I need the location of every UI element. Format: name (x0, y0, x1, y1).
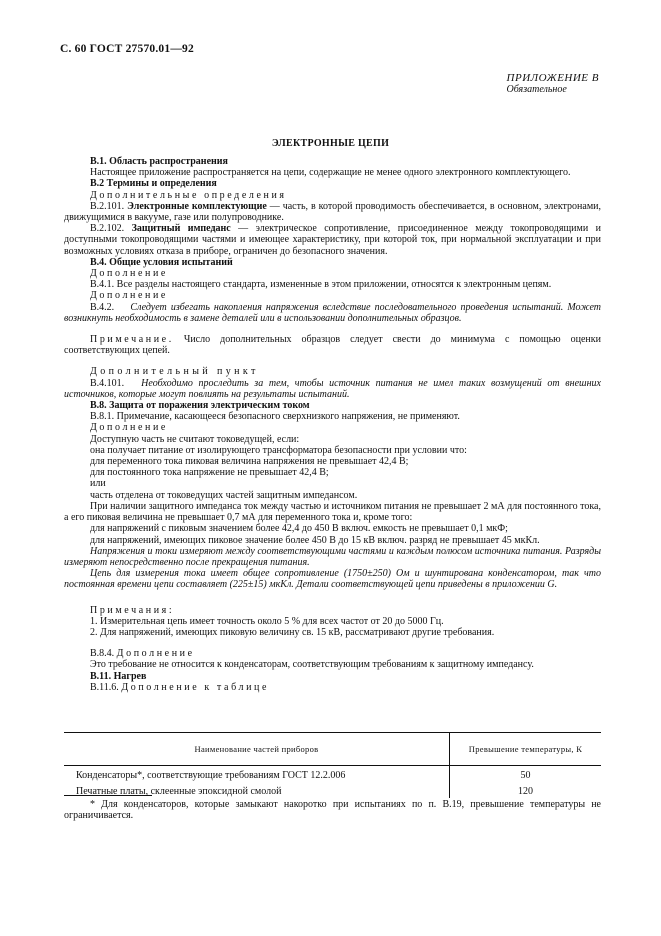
section-heading-b1: В.1. Область распространения (90, 156, 228, 167)
addition-label: Дополнение (90, 290, 168, 302)
paragraph-b1: Настоящее приложение распространяется на цепи, содержащие не менее одного электронного комплектующего. (90, 167, 571, 179)
section-heading-b4: В.4. Общие условия испытаний (90, 256, 233, 268)
paragraph-italic: Цепь для измерения тока имеет общее сопротивление (1750±250) Ом и шунтирована конденсатором, так что постоянная времени цепи составляет (225±15) мкКл. Детали соответствующей цепи приведены в приложении G. (64, 568, 601, 591)
footnote-divider (64, 795, 152, 796)
section-heading-b2: В.2 Термины и определения (90, 178, 217, 190)
document-body (64, 156, 601, 693)
footnote-text: * Для конденсаторов, которые замыкают накоротко при испытаниях по п. В.19, превышение температуры не ограничивается. (64, 799, 601, 822)
paragraph-b8-4 (64, 648, 601, 659)
definition-number: В.2.102. (90, 223, 125, 235)
table-cell-name: Печатные платы, склеенные эпоксидной смолой (64, 782, 450, 798)
note-text: Число дополнительных образцов следует свести до минимума с помощью оценки соответствующих цепей. (64, 334, 601, 357)
paragraph-line: или (90, 478, 106, 490)
appendix-status: Обязательное (506, 84, 567, 95)
addition-label: Дополнение (90, 268, 168, 280)
paragraph-line: часть отделена от токоведущих частей защитным импедансом. (90, 489, 358, 501)
definition-text: — часть, в которой проводимость обеспечивается, в основном, электронами, движущимися в вакууме, газе или полупроводнике. (64, 200, 602, 224)
page-header: С. 60 ГОСТ 27570.01—92 (60, 43, 194, 55)
table-cell-value: 50 (520, 769, 531, 781)
document-title: ЭЛЕКТРОННЫЕ ЦЕПИ (271, 138, 390, 149)
paragraph-text: Следует избегать накопления напряжения вследствие последовательного проведения испытаний. Может возникнуть необходимость в замене деталей или в использовании дополнительных образцов. (64, 301, 601, 324)
definition-text: — электрическое сопротивление, присоединенное между токопроводящими и доступными токопроводящими частями и имеющее характеристику, при которой ток, при нормальной эксплуатации и при возможных условиях отказа в приборе, ограничен до безопасного значения. (64, 223, 601, 257)
appendix-label-block (507, 72, 599, 95)
section-heading-b8: В.8. Защита от поражения электрическим током (90, 400, 310, 412)
paragraph-line: Это требование не относится к конденсаторам, соответствующим требованиям к защитному импедансу. (90, 659, 534, 671)
paragraph-italic: Напряжения и токи измеряют между соответствующими частями и каждым полюсом источника питания. Разряды измеряют непосредственно после прекращения питания. (64, 545, 601, 568)
paragraph-b4-101 (64, 378, 601, 400)
column-header-parts: Наименование частей приборов (64, 733, 450, 766)
table-row (64, 766, 601, 783)
note-item: 2. Для напряжений, имеющих пиковую величину св. 15 кВ, рассматривают другие требования. (90, 626, 495, 638)
definition-term: Электронные комплектующие (127, 200, 267, 212)
section-heading-b11: В.11. Нагрев (90, 670, 147, 682)
paragraph-number: В.8.4. (90, 648, 115, 660)
appendix-label: ПРИЛОЖЕНИЕ В (506, 72, 599, 84)
table-cell-value: 120 (518, 785, 533, 797)
paragraph-number: В.4.2. (90, 301, 115, 313)
addition-label: Дополнение (90, 422, 168, 434)
paragraph-number: В.4.101. (90, 377, 125, 389)
paragraph-text: Необходимо проследить за тем, чтобы источник питания не имел таких возмущений от внешних источников, которые могут повлиять на результаты испытаний. (64, 377, 601, 400)
column-header-temperature: Превышение температуры, К (450, 733, 602, 766)
footnote (64, 799, 601, 821)
note-b4 (64, 334, 601, 356)
addition-label: Дополнение к таблице (121, 681, 270, 693)
definition-number: В.2.101. (90, 200, 125, 212)
paragraph-line: При наличии защитного импеданса ток между частью и источником питания не превышает 2 мА для постоянного тока, а его пиковая величина не превышает 0,7 мА для переменного тока и, кроме того: (64, 500, 601, 524)
notes-label: Примечания: (90, 604, 175, 616)
note-item: 1. Измерительная цепь имеет точность около 5 % для всех частот от 20 до 5000 Гц. (90, 615, 444, 627)
paragraph-b4-1: В.4.1. Все разделы настоящего стандарта, измененные в этом приложении, относятся к электронным цепям. (90, 279, 552, 291)
paragraph-b11-6 (64, 682, 601, 693)
paragraph-number: В.11.6. (90, 681, 119, 693)
paragraph-line: для напряжений с пиковым значением более 42,4 до 450 В включ. емкость не превышает 0,1 мкФ; (90, 523, 508, 535)
paragraph-line: для переменного тока пиковая величина напряжения не превышает 42,4 В; (90, 456, 409, 468)
note-label: Примечание. (90, 334, 174, 346)
temperature-table (64, 732, 601, 798)
paragraph-line: она получает питание от изолирующего трансформатора безопасности при условии что: (90, 444, 467, 456)
definition-term: Защитный импеданс (131, 223, 231, 235)
definition-b2-101 (64, 201, 601, 223)
additional-item-label: Дополнительный пункт (90, 366, 259, 378)
table-cell-name: Конденсаторы*, соответствующие требованиям ГОСТ 12.2.006 (64, 766, 450, 783)
paragraph-line: для напряжений, имеющих пиковое значение более 450 В до 15 кВ включ. разряд не превышает 45 мкКл. (90, 534, 540, 546)
paragraph-line: для постоянного тока напряжение не превышает 42,4 В; (90, 467, 329, 479)
paragraph-b4-2 (64, 302, 601, 324)
paragraph-line: Доступную часть не считают токоведущей, если: (90, 433, 300, 445)
subheading-additional-definitions: Дополнительные определения (90, 189, 287, 201)
paragraph-b8-1: В.8.1. Примечание, касающееся безопасного сверхнизкого напряжения, не применяют. (90, 411, 460, 423)
table-header-row (64, 733, 601, 766)
definition-b2-102 (64, 223, 601, 257)
addition-label: Дополнение (116, 648, 195, 660)
